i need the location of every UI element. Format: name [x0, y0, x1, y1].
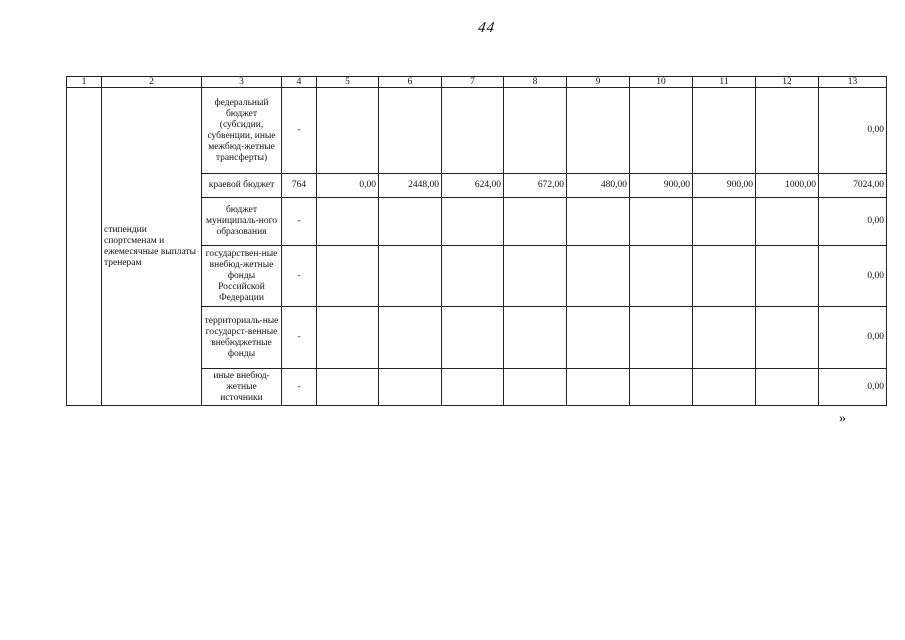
column-number: 12	[756, 77, 819, 88]
code-cell: -	[282, 246, 317, 307]
code-cell: -	[282, 369, 317, 406]
value-cell: 480,00	[567, 174, 630, 198]
value-cell: 0,00	[317, 174, 379, 198]
total-cell: 7024,00	[819, 174, 887, 198]
value-cell	[567, 88, 630, 174]
column-number: 7	[442, 77, 504, 88]
value-cell	[693, 307, 756, 369]
value-cell	[756, 307, 819, 369]
column-number: 6	[379, 77, 442, 88]
value-cell	[317, 369, 379, 406]
column-number: 2	[102, 77, 202, 88]
value-cell	[442, 246, 504, 307]
value-cell	[317, 246, 379, 307]
value-cell	[504, 369, 567, 406]
value-cell	[379, 198, 442, 246]
code-cell: -	[282, 88, 317, 174]
table-row	[67, 88, 887, 174]
value-cell	[693, 198, 756, 246]
value-cell	[504, 88, 567, 174]
column-number: 4	[282, 77, 317, 88]
value-cell: 672,00	[504, 174, 567, 198]
value-cell	[442, 307, 504, 369]
value-cell	[693, 369, 756, 406]
value-cell: 624,00	[442, 174, 504, 198]
total-cell: 0,00	[819, 307, 887, 369]
value-cell: 2448,00	[379, 174, 442, 198]
entry-number-cell	[67, 88, 102, 406]
column-number: 1	[67, 77, 102, 88]
value-cell	[693, 88, 756, 174]
value-cell	[317, 88, 379, 174]
value-cell: 900,00	[630, 174, 693, 198]
value-cell	[317, 307, 379, 369]
column-number: 3	[202, 77, 282, 88]
value-cell	[442, 88, 504, 174]
budget-table	[66, 76, 887, 406]
value-cell	[756, 369, 819, 406]
entry-description: стипендии спортсменам и ежемесячные выплаты тренерам	[102, 88, 202, 406]
value-cell	[379, 88, 442, 174]
value-cell	[504, 307, 567, 369]
total-cell: 0,00	[819, 198, 887, 246]
funding-source: федеральный бюджет (субсидии, субвенции, иные межбюд-жетные трансферты)	[202, 88, 282, 174]
value-cell: 900,00	[693, 174, 756, 198]
value-cell	[317, 198, 379, 246]
value-cell	[756, 88, 819, 174]
code-cell: -	[282, 307, 317, 369]
value-cell	[504, 198, 567, 246]
column-number: 10	[630, 77, 693, 88]
column-number: 8	[504, 77, 567, 88]
funding-source: краевой бюджет	[202, 174, 282, 198]
value-cell: 1000,00	[756, 174, 819, 198]
funding-source: бюджет муниципаль-ного образования	[202, 198, 282, 246]
value-cell	[567, 307, 630, 369]
value-cell	[442, 198, 504, 246]
value-cell	[567, 246, 630, 307]
total-cell: 0,00	[819, 246, 887, 307]
closing-quote-mark: »	[839, 411, 846, 426]
value-cell	[504, 246, 567, 307]
value-cell	[442, 369, 504, 406]
funding-source: территориаль-ные государст-венные внебюджетные фонды	[202, 307, 282, 369]
total-cell: 0,00	[819, 369, 887, 406]
value-cell	[630, 307, 693, 369]
value-cell	[630, 369, 693, 406]
funding-source: иные внебюд-жетные источники	[202, 369, 282, 406]
value-cell	[630, 246, 693, 307]
page-number: 44	[476, 20, 497, 36]
value-cell	[379, 246, 442, 307]
value-cell	[567, 198, 630, 246]
value-cell	[756, 198, 819, 246]
column-number: 5	[317, 77, 379, 88]
code-cell: -	[282, 198, 317, 246]
value-cell	[379, 369, 442, 406]
value-cell	[630, 198, 693, 246]
column-number: 13	[819, 77, 887, 88]
funding-source: государствен-ные внебюд-жетные фонды Российской Федерации	[202, 246, 282, 307]
column-number: 9	[567, 77, 630, 88]
total-cell: 0,00	[819, 88, 887, 174]
value-cell	[756, 246, 819, 307]
value-cell	[693, 246, 756, 307]
code-cell: 764	[282, 174, 317, 198]
column-number-row	[67, 77, 887, 88]
value-cell	[379, 307, 442, 369]
value-cell	[630, 88, 693, 174]
column-number: 11	[693, 77, 756, 88]
value-cell	[567, 369, 630, 406]
